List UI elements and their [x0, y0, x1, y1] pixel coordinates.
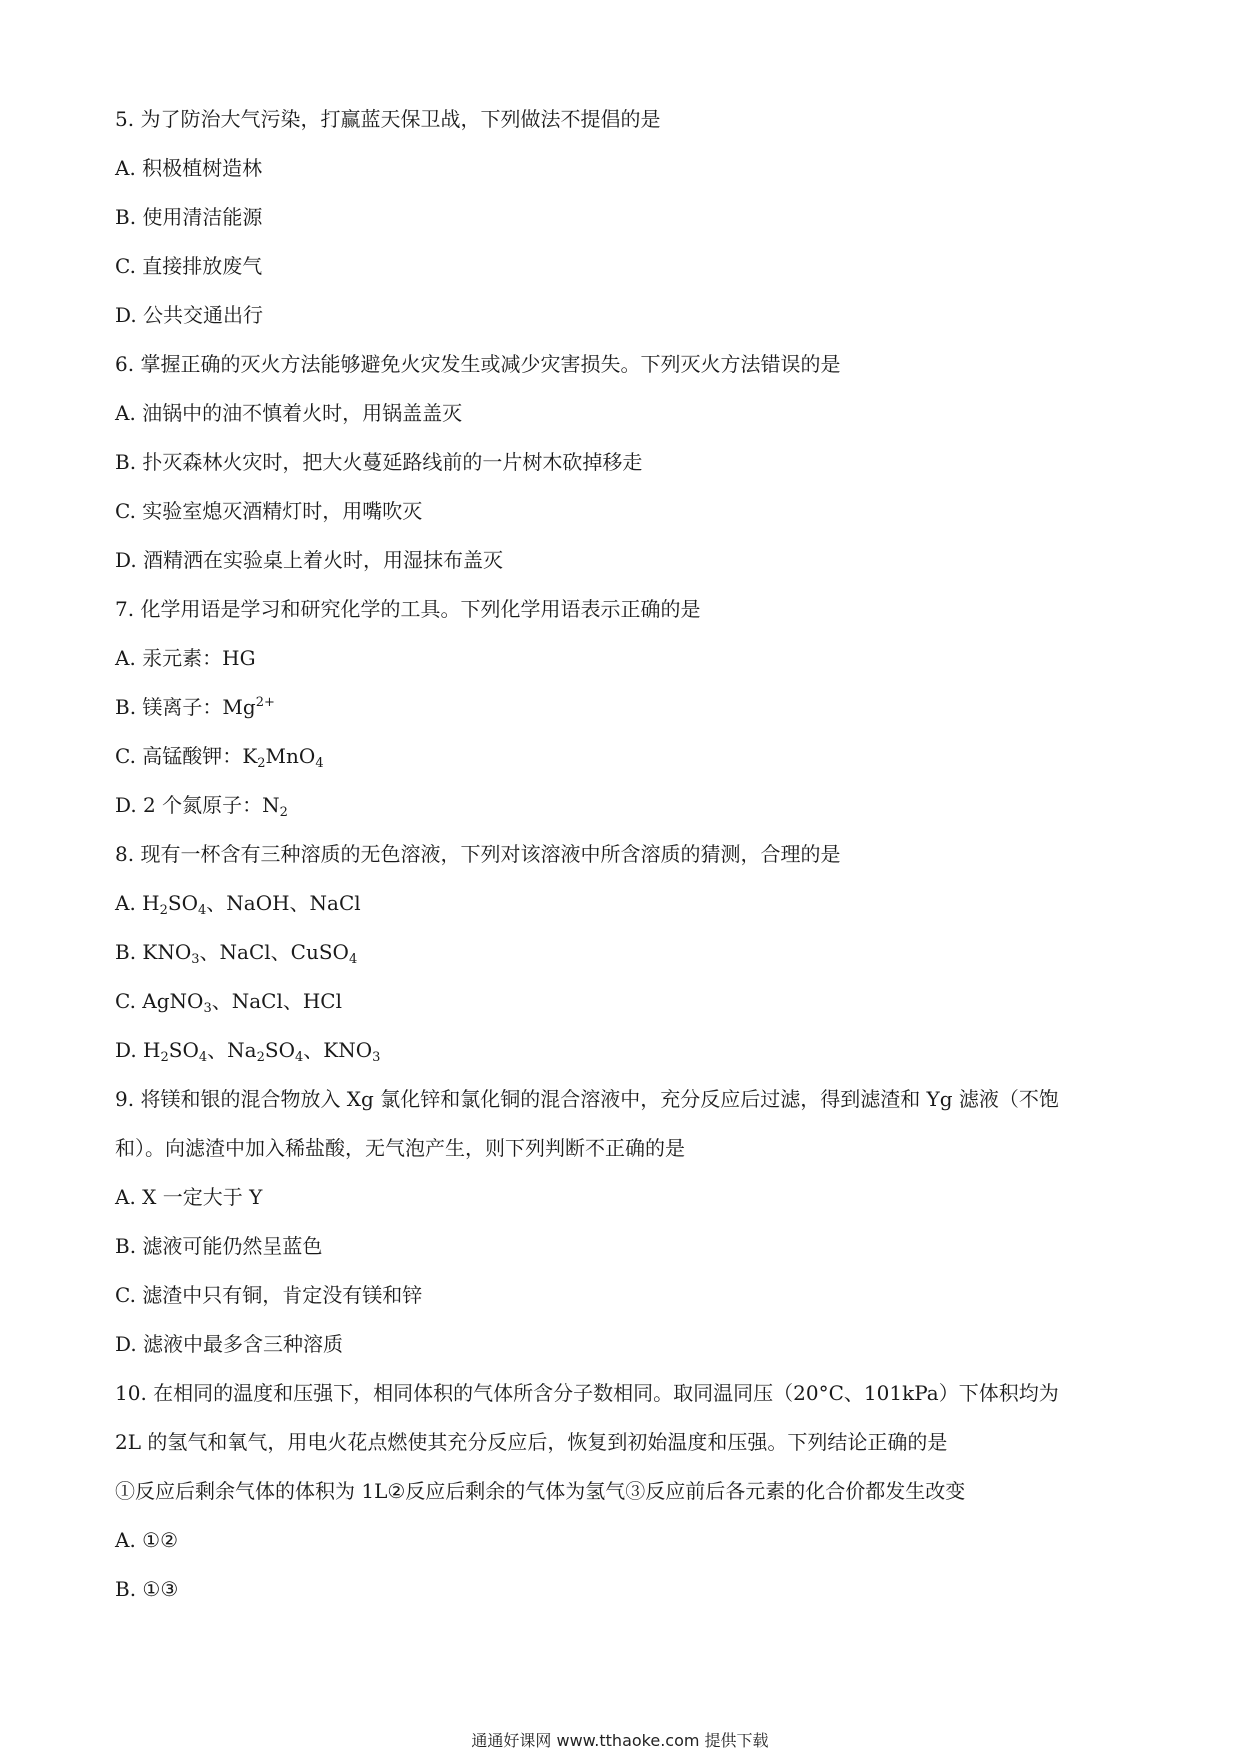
q8-c-tail: 、NaCl、HCl: [211, 989, 342, 1013]
q8-b-sub2: 4: [348, 952, 358, 967]
q8-c-sub1: 3: [203, 1001, 212, 1016]
q10-option-a: A. ①②: [115, 1528, 179, 1552]
question-list: [115, 100, 1145, 1619]
q8-b-sub1: 3: [191, 952, 200, 967]
q7-option-c-k-sub: 2: [257, 756, 266, 771]
q8-d-mid4: 、KNO: [303, 1038, 373, 1062]
q7-option-a: [115, 639, 1145, 688]
q6-stem: 6. 掌握正确的灭火方法能够避免火灾发生或减少灾害损失。下列灭火方法错误的是: [115, 352, 841, 376]
q5-option-d: D. 公共交通出行: [115, 303, 264, 327]
q8-d-mid3: SO: [264, 1038, 295, 1062]
q8-a-sub1: 2: [159, 903, 168, 918]
q10-stem-line1: 10. 在相同的温度和压强下，相同体积的气体所含分子数相同。取同温同压（20°C、101kPa）下体积均为: [115, 1381, 1059, 1405]
q7-option-c-o-sub: 4: [315, 756, 324, 771]
q7-option-c-k: K: [242, 744, 258, 768]
q10-stem-line2: 2L 的氢气和氧气，用电火花点燃使其充分反应后，恢复到初始温度和压强。下列结论正确的是: [115, 1430, 948, 1454]
q8-b-lead: B. KNO: [115, 940, 192, 964]
q7-option-c-label: C. 高锰酸钾：: [115, 744, 243, 768]
q8-b-mid: 、NaCl、CuSO: [199, 940, 349, 964]
q8-d-sub1: 2: [160, 1050, 169, 1065]
q8-d-sub4: 4: [294, 1050, 304, 1065]
q7-option-d: [115, 786, 1145, 835]
q6-option-d: D. 酒精洒在实验桌上着火时，用湿抹布盖灭: [115, 548, 504, 572]
q8-a-tail: 、NaOH、NaCl: [206, 891, 361, 915]
page-footer: 通通好课网 www.tthaoke.com 提供下载: [471, 1731, 769, 1750]
q8-a-lead: A. H: [115, 891, 160, 915]
q9-option-c: C. 滤渣中只有铜，肯定没有镁和锌: [115, 1283, 423, 1307]
q9-option-d: D. 滤液中最多含三种溶质: [115, 1332, 344, 1356]
q8-d-lead: D. H: [115, 1038, 161, 1062]
q5-option-b: B. 使用清洁能源: [115, 205, 263, 229]
q5-option-a: A. 积极植树造林: [115, 156, 263, 180]
q7-option-b-charge: 2+: [255, 695, 275, 710]
q7-stem: 7. 化学用语是学习和研究化学的工具。下列化学用语表示正确的是: [115, 597, 701, 621]
q7-option-d-label: D. 2 个氮原子：: [115, 793, 263, 817]
q8-option-b: [115, 933, 1145, 982]
q7-option-a-formula: HG: [222, 646, 256, 670]
q7-option-d-n: N: [262, 793, 280, 817]
q6-option-c: C. 实验室熄灭酒精灯时，用嘴吹灭: [115, 499, 423, 523]
q10-stem-line3: ①反应后剩余气体的体积为 1L②反应后剩余的气体为氢气③反应前后各元素的化合价都发生改变: [115, 1479, 966, 1503]
q8-d-sub5: 3: [372, 1050, 381, 1065]
q7-option-b-label: B. 镁离子：: [115, 695, 223, 719]
q8-option-a: [115, 884, 1145, 933]
q7-option-d-n-sub: 2: [279, 805, 288, 820]
q5-option-c: C. 直接排放废气: [115, 254, 263, 278]
q8-d-sub2: 4: [198, 1050, 208, 1065]
q7-option-c: [115, 737, 1145, 786]
q8-option-d: [115, 1031, 1145, 1080]
q9-stem-line2: 和）。向滤渣中加入稀盐酸，无气泡产生，则下列判断不正确的是: [115, 1136, 685, 1160]
q7-option-b-formula: Mg: [222, 695, 256, 719]
q9-option-a: A. X 一定大于 Y: [115, 1185, 263, 1209]
q10-option-b: B. ①③: [115, 1577, 179, 1601]
q8-option-c: [115, 982, 1145, 1031]
q8-a-sub2: 4: [198, 903, 207, 918]
q6-option-a: A. 油锅中的油不慎着火时，用锅盖盖灭: [115, 401, 463, 425]
q8-c-lead: C. AgNO: [115, 989, 204, 1013]
q8-d-mid2: 、Na: [207, 1038, 257, 1062]
q6-option-b: B. 扑灭森林火灾时，把大火蔓延路线前的一片树木砍掉移走: [115, 450, 643, 474]
q9-option-b: B. 滤液可能仍然呈蓝色: [115, 1234, 323, 1258]
q8-d-sub3: 2: [256, 1050, 265, 1065]
q9-stem-line1: 9. 将镁和银的混合物放入 Xg 氯化锌和氯化铜的混合溶液中，充分反应后过滤，得到滤渣和 Yg 滤液（不饱: [115, 1087, 1059, 1111]
q7-option-b: [115, 688, 1145, 737]
q8-d-mid1: SO: [168, 1038, 199, 1062]
q8-a-mid1: SO: [167, 891, 198, 915]
q8-stem: 8. 现有一杯含有三种溶质的无色溶液，下列对该溶液中所含溶质的猜测，合理的是: [115, 842, 841, 866]
q7-option-a-label: A. 汞元素：: [115, 646, 223, 670]
q7-option-c-mno: MnO: [265, 744, 316, 768]
q5-stem: 5. 为了防治大气污染，打赢蓝天保卫战，下列做法不提倡的是: [115, 107, 661, 131]
